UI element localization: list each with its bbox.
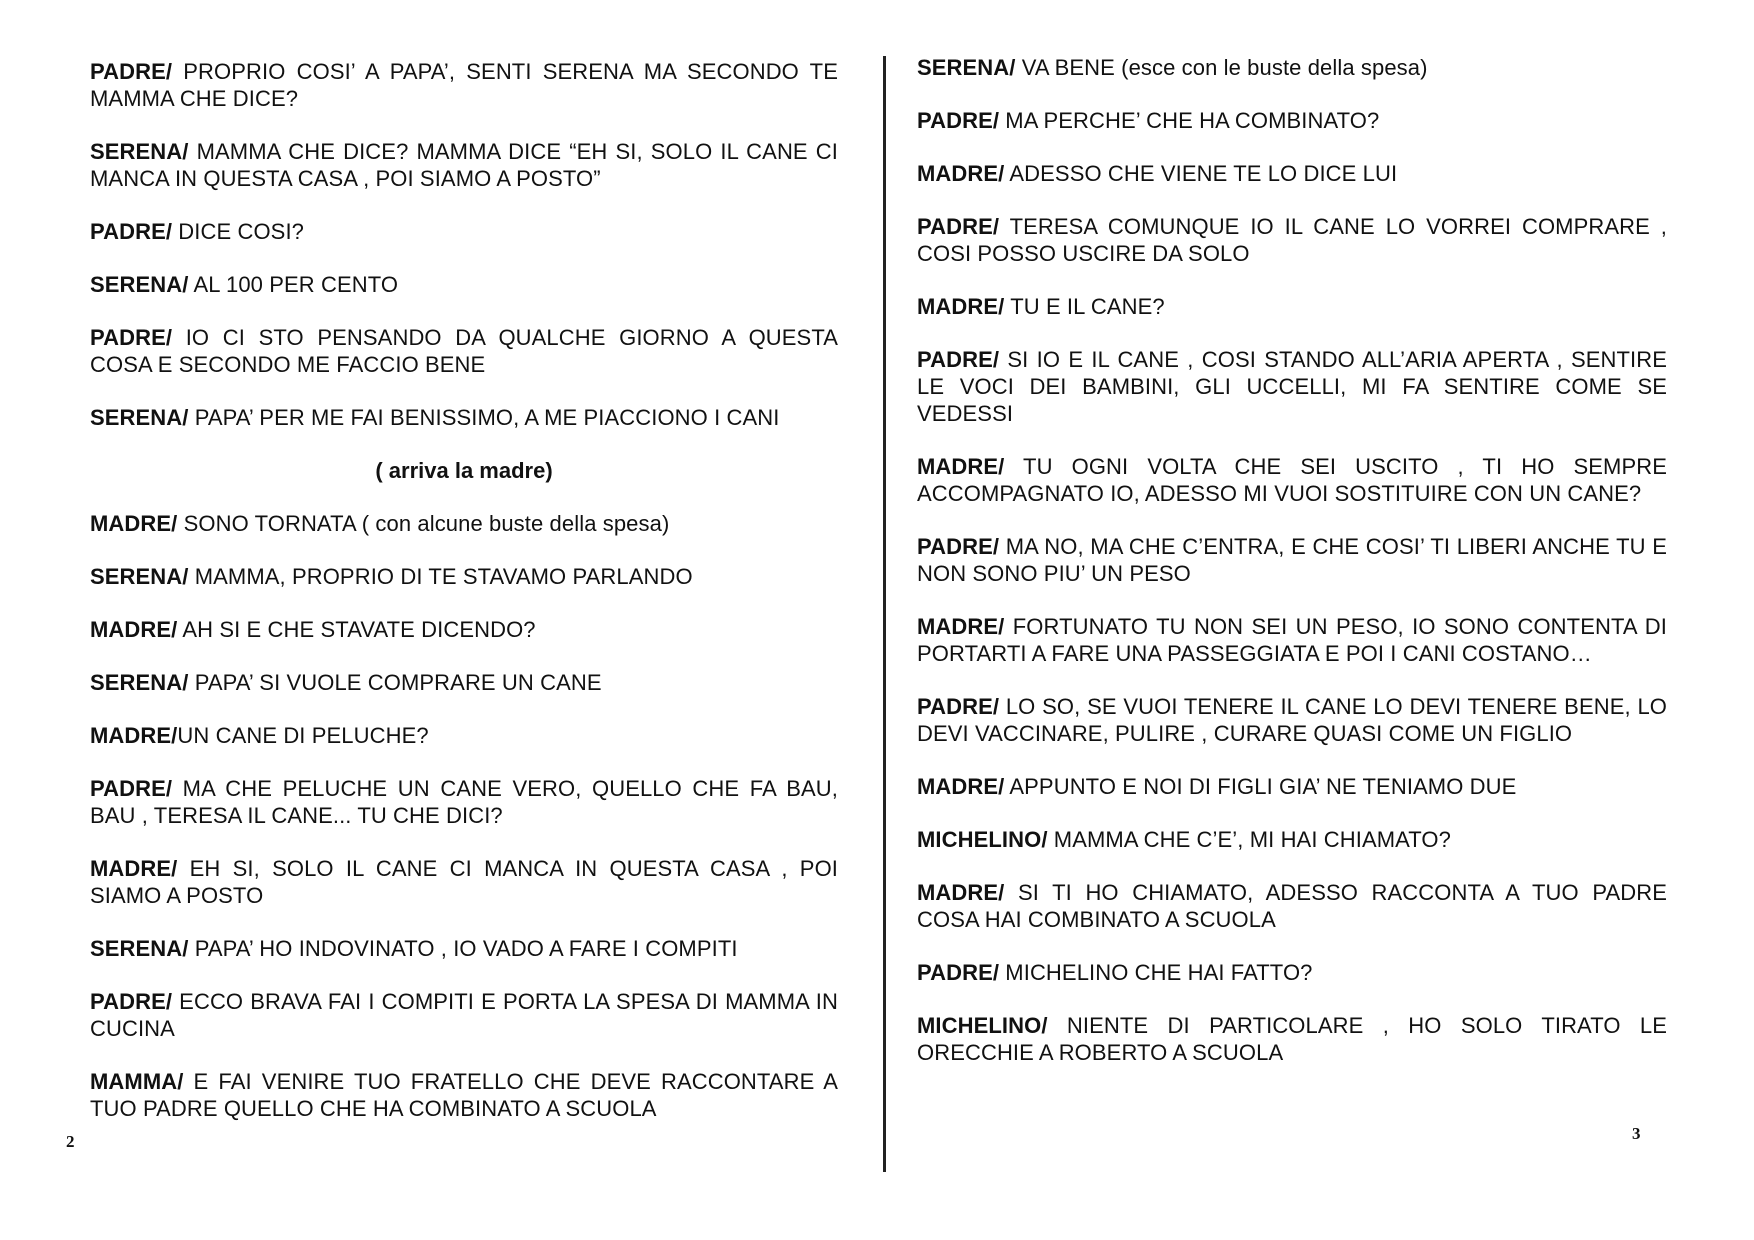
dialogue-text: APPUNTO E NOI DI FIGLI GIA’ NE TENIAMO DUE xyxy=(1004,774,1517,799)
dialogue-line xyxy=(90,218,838,245)
dialogue-line xyxy=(917,959,1667,986)
dialogue-text: TU E IL CANE? xyxy=(1004,294,1165,319)
speaker-name: MICHELINO/ xyxy=(917,1013,1048,1038)
speaker-name: SERENA/ xyxy=(90,564,189,589)
speaker-name: MADRE/ xyxy=(90,723,178,748)
dialogue-text: AL 100 PER CENTO xyxy=(188,272,399,297)
dialogue-text: EH SI, SOLO IL CANE CI MANCA IN QUESTA CASA , POI SIAMO A POSTO xyxy=(90,856,838,908)
left-page-column xyxy=(90,58,838,1148)
speaker-name: SERENA/ xyxy=(90,139,189,164)
dialogue-line xyxy=(90,616,838,643)
dialogue-line xyxy=(90,775,838,829)
speaker-name: SERENA/ xyxy=(90,936,189,961)
dialogue-text: FORTUNATO TU NON SEI UN PESO, IO SONO CONTENTA DI PORTARTI A FARE UNA PASSEGGIATA E POI I CANI COSTANO… xyxy=(917,614,1667,666)
dialogue-text: TERESA COMUNQUE IO IL CANE LO VORREI COMPRARE , COSI POSSO USCIRE DA SOLO xyxy=(917,214,1667,266)
speaker-name: MAMMA/ xyxy=(90,1069,184,1094)
dialogue-line xyxy=(917,54,1667,81)
dialogue-line xyxy=(90,855,838,909)
speaker-name: MADRE/ xyxy=(917,454,1005,479)
dialogue-line xyxy=(917,453,1667,507)
speaker-name: SERENA/ xyxy=(90,670,189,695)
speaker-name: MADRE/ xyxy=(917,614,1005,639)
speaker-name: PADRE/ xyxy=(90,776,173,801)
dialogue-text: SI IO E IL CANE , COSI STANDO ALL’ARIA APERTA , SENTIRE LE VOCI DEI BAMBINI, GLI UCCELLI, MI FA SENTIRE COME SE VEDESSI xyxy=(917,347,1667,426)
dialogue-line xyxy=(917,879,1667,933)
speaker-name: MADRE/ xyxy=(917,880,1005,905)
speaker-name: MADRE/ xyxy=(90,617,178,642)
speaker-name: MICHELINO/ xyxy=(917,827,1048,852)
dialogue-text: MAMMA, PROPRIO DI TE STAVAMO PARLANDO xyxy=(188,564,693,589)
dialogue-text: VA BENE (esce con le buste della spesa) xyxy=(1015,55,1428,80)
dialogue-line xyxy=(90,271,838,298)
dialogue-text: PAPA’ PER ME FAI BENISSIMO, A ME PIACCIONO I CANI xyxy=(188,405,780,430)
dialogue-line xyxy=(917,160,1667,187)
speaker-name: PADRE/ xyxy=(917,347,1000,372)
speaker-name: PADRE/ xyxy=(90,325,173,350)
speaker-name: MADRE/ xyxy=(917,774,1005,799)
dialogue-text: TU OGNI VOLTA CHE SEI USCITO , TI HO SEMPRE ACCOMPAGNATO IO, ADESSO MI VUOI SOSTITUIRE CON UN CANE? xyxy=(917,454,1667,506)
dialogue-line xyxy=(917,1012,1667,1066)
speaker-name: PADRE/ xyxy=(917,108,1000,133)
dialogue-line xyxy=(90,510,838,537)
left-page-number: 2 xyxy=(66,1132,75,1151)
dialogue-line xyxy=(90,722,838,749)
dialogue-line xyxy=(90,563,838,590)
speaker-name: PADRE/ xyxy=(917,534,1000,559)
dialogue-text: ADESSO CHE VIENE TE LO DICE LUI xyxy=(1004,161,1398,186)
speaker-name: PADRE/ xyxy=(917,214,1000,239)
dialogue-text: DICE COSI? xyxy=(172,219,305,244)
stage-direction: ( arriva la madre) xyxy=(375,458,553,483)
dialogue-line xyxy=(90,1068,838,1122)
dialogue-line xyxy=(90,988,838,1042)
dialogue-text: MAMMA CHE DICE? MAMMA DICE “EH SI, SOLO IL CANE CI MANCA IN QUESTA CASA , POI SIAMO A POSTO” xyxy=(90,139,838,191)
speaker-name: MADRE/ xyxy=(90,511,178,536)
speaker-name: MADRE/ xyxy=(917,161,1005,186)
speaker-name: PADRE/ xyxy=(917,960,1000,985)
dialogue-text: PROPRIO COSI’ A PAPA’, SENTI SERENA MA SECONDO TE MAMMA CHE DICE? xyxy=(90,59,838,111)
dialogue-text: SONO TORNATA ( con alcune buste della spesa) xyxy=(177,511,670,536)
dialogue-text: MA PERCHE’ CHE HA COMBINATO? xyxy=(999,108,1380,133)
dialogue-line xyxy=(917,613,1667,667)
dialogue-line xyxy=(90,404,838,431)
dialogue-line xyxy=(90,324,838,378)
dialogue-line xyxy=(917,346,1667,427)
dialogue-text: MICHELINO CHE HAI FATTO? xyxy=(999,960,1313,985)
dialogue-text: LO SO, SE VUOI TENERE IL CANE LO DEVI TENERE BENE, LO DEVI VACCINARE, PULIRE , CURARE QUASI COME UN FIGLIO xyxy=(917,694,1667,746)
dialogue-line xyxy=(917,213,1667,267)
dialogue-text: SI TI HO CHIAMATO, ADESSO RACCONTA A TUO PADRE COSA HAI COMBINATO A SCUOLA xyxy=(917,880,1667,932)
dialogue-text: NIENTE DI PARTICOLARE , HO SOLO TIRATO LE ORECCHIE A ROBERTO A SCUOLA xyxy=(917,1013,1667,1065)
dialogue-line xyxy=(917,107,1667,134)
dialogue-line xyxy=(90,58,838,112)
dialogue-text: AH SI E CHE STAVATE DICENDO? xyxy=(177,617,536,642)
speaker-name: PADRE/ xyxy=(90,989,173,1014)
dialogue-text: PAPA’ SI VUOLE COMPRARE UN CANE xyxy=(188,670,602,695)
speaker-name: PADRE/ xyxy=(917,694,1000,719)
dialogue-line xyxy=(917,826,1667,853)
right-page-column xyxy=(917,54,1667,1092)
speaker-name: MADRE/ xyxy=(917,294,1005,319)
dialogue-line xyxy=(917,773,1667,800)
dialogue-line xyxy=(90,138,838,192)
right-page xyxy=(877,0,1754,1240)
dialogue-text: PAPA’ HO INDOVINATO , IO VADO A FARE I COMPITI xyxy=(188,936,738,961)
dialogue-text: IO CI STO PENSANDO DA QUALCHE GIORNO A QUESTA COSA E SECONDO ME FACCIO BENE xyxy=(90,325,838,377)
dialogue-line xyxy=(917,533,1667,587)
dialogue-line xyxy=(90,669,838,696)
speaker-name: SERENA/ xyxy=(90,272,189,297)
dialogue-text: ECCO BRAVA FAI I COMPITI E PORTA LA SPESA DI MAMMA IN CUCINA xyxy=(90,989,838,1041)
dialogue-line xyxy=(917,693,1667,747)
right-page-number: 3 xyxy=(1632,1124,1641,1143)
dialogue-text: MAMMA CHE C’E’, MI HAI CHIAMATO? xyxy=(1047,827,1451,852)
speaker-name: PADRE/ xyxy=(90,59,173,84)
dialogue-line xyxy=(917,293,1667,320)
speaker-name: MADRE/ xyxy=(90,856,178,881)
speaker-name: SERENA/ xyxy=(90,405,189,430)
dialogue-text: MA NO, MA CHE C’ENTRA, E CHE COSI’ TI LIBERI ANCHE TU E NON SONO PIU’ UN PESO xyxy=(917,534,1667,586)
dialogue-text: UN CANE DI PELUCHE? xyxy=(177,723,429,748)
speaker-name: SERENA/ xyxy=(917,55,1016,80)
dialogue-line xyxy=(90,935,838,962)
dialogue-text: MA CHE PELUCHE UN CANE VERO, QUELLO CHE FA BAU, BAU , TERESA IL CANE... TU CHE DICI? xyxy=(90,776,838,828)
dialogue-text: E FAI VENIRE TUO FRATELLO CHE DEVE RACCONTARE A TUO PADRE QUELLO CHE HA COMBINATO A SCUOLA xyxy=(90,1069,838,1121)
speaker-name: PADRE/ xyxy=(90,219,173,244)
